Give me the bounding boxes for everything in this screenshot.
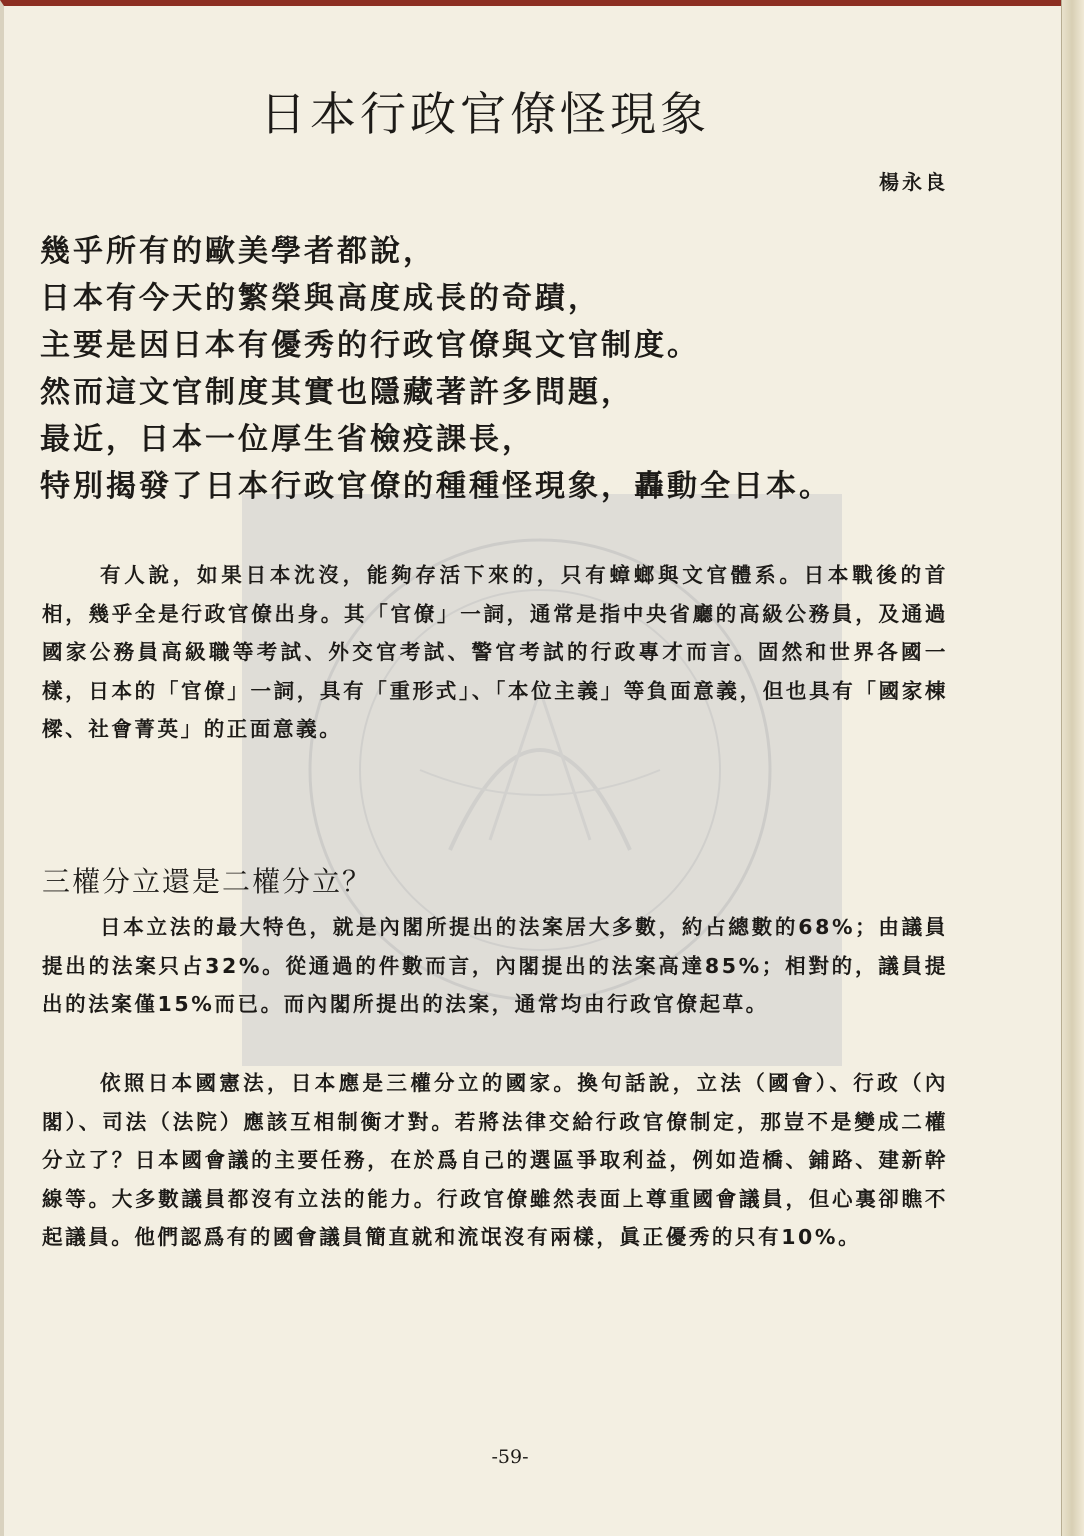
page-binding-edge xyxy=(1061,0,1084,1536)
article-title: 日本行政官僚怪現象 xyxy=(260,87,710,141)
body-paragraph: 日本立法的最大特色，就是內閣所提出的法案居大多數，約占總數的68%；由議員提出的法案只占32%。從通過的件數而言，內閣提出的法案高達85%；相對的，議員提出的法案僅15%而已。而內閣所提出的法案，通常均由行政官僚起草。 xyxy=(42,915,948,1016)
intro-line: 主要是因日本有優秀的行政官僚與文官制度。 xyxy=(40,328,700,363)
page-number: -59- xyxy=(491,1446,529,1468)
intro-line: 日本有今天的繁榮與高度成長的奇蹟， xyxy=(40,281,601,316)
intro-line: 幾乎所有的歐美學者都說， xyxy=(40,234,436,269)
body-paragraph: 有人說，如果日本沈沒，能夠存活下來的，只有蟑螂與文官體系。日本戰後的首相，幾乎全是行政官僚出身。其「官僚」一詞，通常是指中央省廳的高級公務員，及通過國家公務員高級職等考試、外交官考試、警官考試的行政專才而言。固然和世界各國一樣，日本的「官僚」一詞，具有「重形式」、「本位主義」等負面意義，但也具有「國家棟樑、社會菁英」的正面意義。 xyxy=(42,563,948,741)
author-name: 楊永良 xyxy=(879,170,948,194)
section-heading: 三權分立還是二權分立？ xyxy=(42,865,373,898)
intro-line: 最近，日本一位厚生省檢疫課長， xyxy=(40,422,535,457)
intro-line: 然而這文官制度其實也隱藏著許多問題， xyxy=(40,375,634,410)
intro-block xyxy=(40,228,980,510)
intro-line: 特別揭發了日本行政官僚的種種怪現象，轟動全日本。 xyxy=(40,469,832,504)
body-paragraph: 依照日本國憲法，日本應是三權分立的國家。換句話說，立法（國會）、行政（內閣）、司法（法院）應該互相制衡才對。若將法律交給行政官僚制定，那豈不是變成二權分立了？日本國會議的主要任務，在於爲自己的選區爭取利益，例如造橋、鋪路、建新幹線等。大多數議員都沒有立法的能力。行政官僚雖然表面上尊重國會議員，但心裏卻瞧不起議員。他們認爲有的國會議員簡直就和流氓沒有兩樣，眞正優秀的只有10%。 xyxy=(42,1071,948,1249)
